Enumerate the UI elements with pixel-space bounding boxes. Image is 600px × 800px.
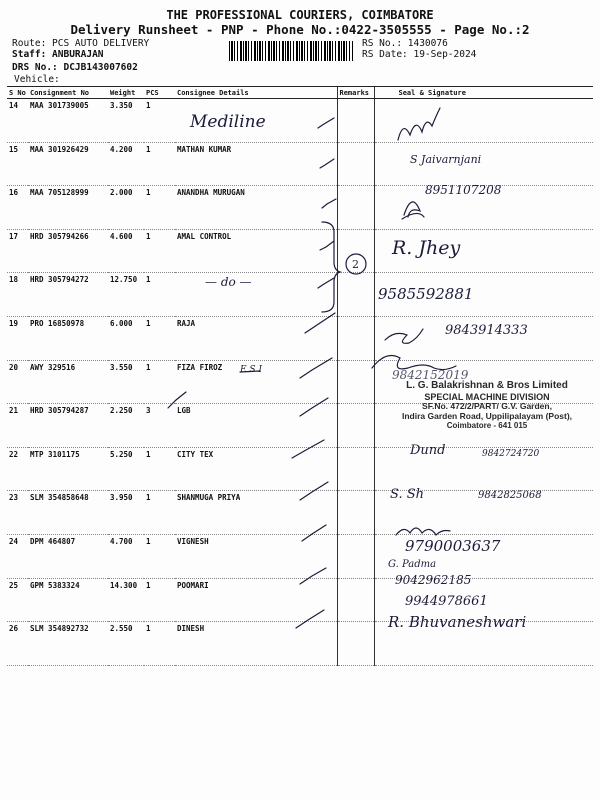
cell-sno: 16	[7, 186, 28, 230]
cell-remarks	[337, 534, 374, 578]
cell-consignee: VIGNESH	[175, 534, 337, 578]
cell-consignment: SLM 354858648	[28, 491, 108, 535]
cell-weight: 12.750	[108, 273, 144, 317]
signature-22: Dund	[410, 443, 446, 458]
signature-25-phone: 9042962185	[395, 573, 472, 587]
signature-26: R. Bhuvaneshwari	[388, 613, 527, 631]
signature-23-phone: 9842825068	[478, 490, 542, 501]
cell-remarks	[337, 404, 374, 448]
cell-consignment: PRO 16850978	[28, 316, 108, 360]
col-header-sno: S No	[7, 87, 28, 99]
remark-circle-number: 2	[352, 258, 359, 271]
cell-sno: 26	[7, 622, 28, 666]
cell-remarks	[337, 186, 374, 230]
cell-sno: 14	[7, 99, 28, 143]
cell-consignment: HRD 305794266	[28, 229, 108, 273]
cell-consignee: ANANDHA MURUGAN	[175, 186, 337, 230]
signature-26-phone: 9944978661	[405, 594, 488, 609]
cell-sno: 20	[7, 360, 28, 404]
cell-sno: 15	[7, 142, 28, 186]
col-header-weight: Weight	[108, 87, 144, 99]
cell-weight: 4.700	[108, 534, 144, 578]
cell-sno: 22	[7, 447, 28, 491]
cell-weight: 2.250	[108, 404, 144, 448]
stamp-company-name: L. G. Balakrishnan & Bros Limited	[406, 380, 568, 391]
stamp-division: SPECIAL MACHINE DIVISION	[424, 391, 550, 402]
signature-16: 8951107208	[425, 183, 502, 197]
cell-sno: 17	[7, 229, 28, 273]
cell-remarks	[337, 491, 374, 535]
table-row	[7, 273, 593, 317]
cell-consignment: HRD 305794272	[28, 273, 108, 317]
cell-consignment: SLM 354892732	[28, 622, 108, 666]
signature-20: 9842152019	[392, 368, 469, 382]
cell-pcs: 1	[144, 316, 175, 360]
cell-consignment: MTP 3101175	[28, 447, 108, 491]
cell-weight: 3.950	[108, 491, 144, 535]
cell-remarks	[337, 578, 374, 622]
cell-sno: 21	[7, 404, 28, 448]
table-row	[7, 142, 593, 186]
cell-remarks	[337, 273, 374, 317]
cell-weight: 2.000	[108, 186, 144, 230]
cell-pcs: 1	[144, 229, 175, 273]
stamp-address-1: SF.No. 472/2/PART/ G.V. Garden,	[422, 400, 552, 411]
handwritten-ditto: — do —	[205, 275, 252, 289]
cell-pcs: 1	[144, 491, 175, 535]
cell-weight: 3.350	[108, 99, 144, 143]
cell-consignment: MAA 301926429	[28, 142, 108, 186]
cell-signature	[374, 99, 593, 143]
stamp-address-3: Coimbatore - 641 015	[446, 421, 528, 431]
signature-18: 9585592881	[378, 285, 474, 303]
runsheet-table	[7, 86, 593, 666]
cell-remarks	[337, 142, 374, 186]
cell-weight: 6.000	[108, 316, 144, 360]
company-stamp	[383, 380, 591, 431]
company-title: THE PROFESSIONAL COURIERS, COIMBATORE	[166, 8, 434, 22]
cell-sno: 24	[7, 534, 28, 578]
cell-sno: 18	[7, 273, 28, 317]
cell-remarks	[337, 99, 374, 143]
cell-pcs: 1	[144, 534, 175, 578]
cell-weight: 4.600	[108, 229, 144, 273]
route-label: Route: PCS AUTO DELIVERY	[12, 38, 150, 49]
cell-consignment: HRD 305794287	[28, 404, 108, 448]
rs-date: RS Date: 19-Sep-2024	[362, 49, 477, 60]
runsheet-subtitle: Delivery Runsheet - PNP - Phone No.:0422-3505555 - Page No.:2	[70, 22, 530, 37]
cell-pcs: 1	[144, 578, 175, 622]
cell-pcs: 1	[144, 447, 175, 491]
cell-consignee: SHANMUGA PRIYA	[175, 491, 337, 535]
signature-17: R. Jhey	[392, 237, 461, 259]
cell-consignee: CITY TEX	[175, 447, 337, 491]
cell-signature	[374, 142, 593, 186]
cell-weight: 14.300	[108, 578, 144, 622]
barcode	[229, 41, 353, 61]
cell-remarks	[337, 447, 374, 491]
cell-consignment: MAA 301739005	[28, 99, 108, 143]
cell-consignee: MATHAN KUMAR	[175, 142, 337, 186]
drs-number: DRS No.: DCJB143007602	[12, 62, 138, 73]
signature-25: G. Padma	[388, 559, 437, 570]
cell-pcs: 1	[144, 360, 175, 404]
table-row	[7, 229, 593, 273]
handwritten-mediline: Mediline	[190, 112, 266, 132]
signature-23: S. Sh	[390, 487, 424, 502]
cell-pcs: 1	[144, 622, 175, 666]
cell-consignment: DPM 464807	[28, 534, 108, 578]
cell-remarks	[337, 360, 374, 404]
table-row	[7, 534, 593, 578]
cell-weight: 4.200	[108, 142, 144, 186]
cell-remarks	[337, 622, 374, 666]
col-header-remarks: Remarks	[337, 87, 374, 99]
cell-consignee	[175, 273, 337, 317]
cell-pcs: 1	[144, 142, 175, 186]
signature-15: S Jaivarnjani	[410, 153, 482, 166]
cell-remarks	[337, 316, 374, 360]
cell-weight: 3.550	[108, 360, 144, 404]
cell-consignment: GPM 5383324	[28, 578, 108, 622]
vehicle-label: Vehicle:	[14, 74, 60, 85]
cell-consignment: AWY 329516	[28, 360, 108, 404]
signature-19: 9843914333	[445, 323, 528, 338]
cell-pcs: 1	[144, 186, 175, 230]
cell-consignment: MAA 705128999	[28, 186, 108, 230]
signature-24: 9790003637	[405, 537, 501, 555]
cell-weight: 2.550	[108, 622, 144, 666]
cell-consignee: AMAL CONTROL	[175, 229, 337, 273]
rs-number: RS No.: 1430076	[362, 38, 448, 49]
cell-pcs: 3	[144, 404, 175, 448]
staff-label: Staff: ANBURAJAN	[12, 49, 104, 60]
table-row	[7, 99, 593, 143]
table-header-row	[7, 87, 593, 99]
signature-22-phone: 9842724720	[482, 449, 540, 459]
handwritten-esi: E S I	[240, 365, 263, 375]
cell-pcs: 1	[144, 99, 175, 143]
stamp-address-2: Indira Garden Road, Uppilipalayam (Post),	[401, 410, 573, 421]
cell-sno: 19	[7, 316, 28, 360]
cell-consignee: RAJA	[175, 316, 337, 360]
cell-sno: 23	[7, 491, 28, 535]
col-header-consignee: Consignee Details	[175, 87, 337, 99]
cell-pcs: 1	[144, 273, 175, 317]
cell-consignee: POOMARI	[175, 578, 337, 622]
cell-weight: 5.250	[108, 447, 144, 491]
cell-consignee: DINESH	[175, 622, 337, 666]
col-header-consignment: Consignment No	[28, 87, 108, 99]
cell-consignee: LGB	[175, 404, 337, 448]
table-row	[7, 186, 593, 230]
cell-consignee: FIZA FIROZ	[175, 360, 337, 404]
col-header-pcs: PCS	[144, 87, 175, 99]
col-header-signature: Seal & Signature	[374, 87, 593, 99]
cell-sno: 25	[7, 578, 28, 622]
